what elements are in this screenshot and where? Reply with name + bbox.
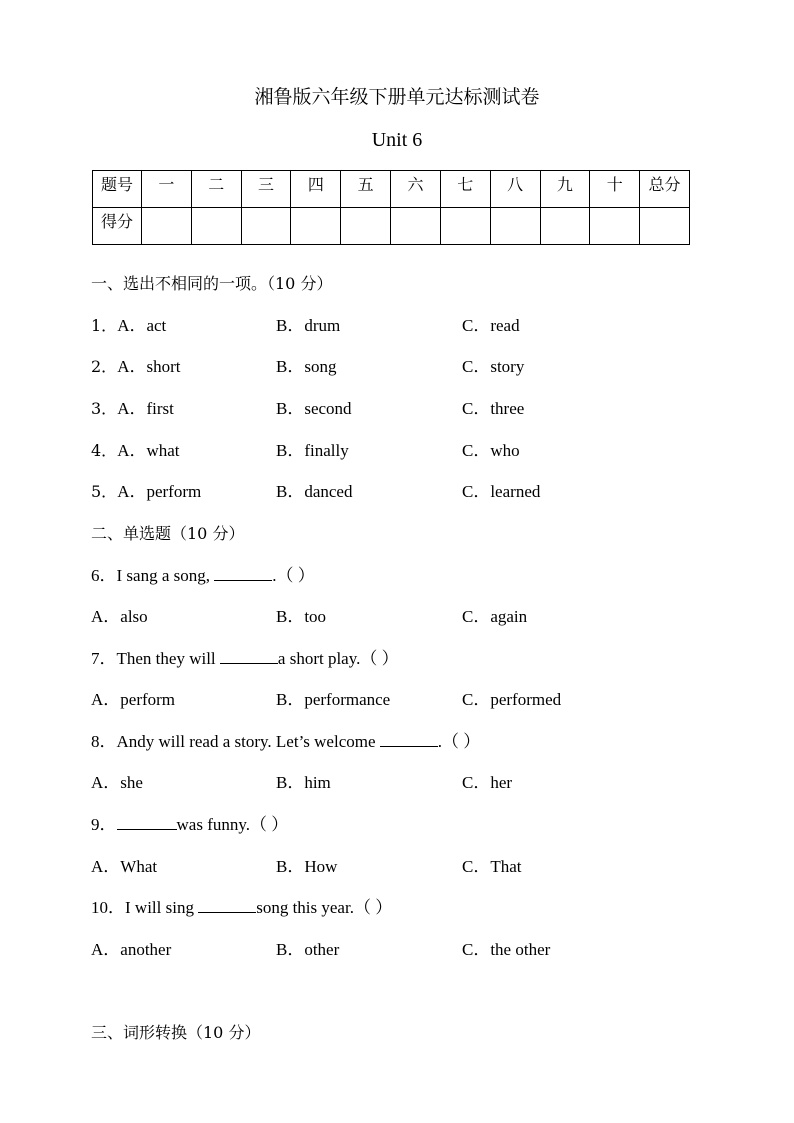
s2-q9-option-b	[276, 857, 337, 877]
s1-q4-number-option-a	[91, 441, 180, 461]
option-c: C．learned	[462, 482, 541, 501]
score-input-cell[interactable]	[241, 208, 291, 245]
s2-q7-option-b	[276, 690, 390, 710]
unit-subtitle: Unit 6	[371, 129, 423, 151]
option-a: A．what	[117, 441, 180, 460]
s2-q8-option-a	[91, 773, 143, 793]
s2-q6-option-b	[276, 607, 326, 627]
score-row-label: 得分	[93, 208, 142, 245]
s1-q4-option-c	[462, 441, 520, 461]
s2-q10-option-c	[462, 940, 550, 960]
option-c: C．three	[462, 399, 525, 418]
score-input-cell[interactable]	[391, 208, 441, 245]
score-input-cell[interactable]	[590, 208, 640, 245]
s1-q5-option-b	[276, 482, 352, 502]
s2-q6-option-c	[462, 607, 527, 627]
answer-blank[interactable]	[117, 815, 177, 830]
score-cell-q3: 三	[241, 171, 291, 208]
option-c: C．story	[462, 357, 525, 376]
option-a: A．act	[117, 316, 167, 335]
score-input-cell[interactable]	[341, 208, 391, 245]
score-input-cell[interactable]	[191, 208, 241, 245]
option-a: A．What	[91, 857, 158, 876]
stem-text: a short play.（ ）	[277, 649, 399, 668]
option-b: B．other	[276, 940, 340, 959]
s1-q4-option-b	[276, 441, 349, 461]
option-c: C．again	[462, 607, 528, 626]
section1-heading: 一、选出不相同的一项。（10 分）	[91, 274, 333, 293]
score-table	[92, 170, 690, 245]
option-a: A．short	[117, 357, 181, 376]
s2-q10-stem	[91, 898, 392, 918]
stem-text: 9．	[91, 815, 117, 834]
option-a: A．perform	[91, 690, 176, 709]
s1-q5-option-c	[462, 482, 540, 502]
score-cell-q9: 九	[540, 171, 590, 208]
score-cell-q1: 一	[142, 171, 192, 208]
s2-q6-stem	[91, 566, 315, 586]
s2-q7-option-a	[91, 690, 175, 710]
option-a: A．perform	[117, 482, 202, 501]
score-table-score-row	[93, 208, 690, 245]
question-number: 1．	[91, 316, 118, 335]
option-b: B．How	[276, 857, 338, 876]
score-cell-q8: 八	[490, 171, 540, 208]
option-a: A．first	[117, 399, 174, 418]
stem-text: 8．Andy will read a story. Let’s welcome	[91, 732, 380, 751]
option-b: B．too	[276, 607, 327, 626]
score-cell-q10: 十	[590, 171, 640, 208]
answer-blank[interactable]	[214, 566, 272, 581]
option-b: B．danced	[276, 482, 353, 501]
stem-text: 10．I will sing	[91, 898, 199, 917]
s1-q3-option-c	[462, 399, 524, 419]
s1-q2-number-option-a	[91, 357, 180, 377]
section2-heading: 二、单选题（10 分）	[91, 524, 245, 543]
score-input-cell[interactable]	[440, 208, 490, 245]
question-number: 2．	[91, 357, 118, 376]
s1-q3-option-b	[276, 399, 352, 419]
s2-q10-option-b	[276, 940, 339, 960]
s2-q8-stem	[91, 732, 480, 752]
stem-text: 7．Then they will	[91, 649, 220, 668]
score-cell-label: 题号	[93, 171, 142, 208]
answer-blank[interactable]	[380, 732, 438, 747]
score-input-cell[interactable]	[291, 208, 341, 245]
option-b: B．performance	[276, 690, 391, 709]
option-c: C．who	[462, 441, 520, 460]
s2-q10-option-a	[91, 940, 171, 960]
s1-q2-option-b	[276, 357, 336, 377]
s2-q6-option-a	[91, 607, 148, 627]
option-c: C．the other	[462, 940, 551, 959]
exam-title: 湘鲁版六年级下册单元达标测试卷	[254, 86, 540, 108]
s1-q1-number-option-a	[91, 316, 166, 336]
option-b: B．him	[276, 773, 331, 792]
score-table-header-row	[93, 171, 690, 208]
question-number: 3．	[91, 399, 118, 418]
stem-text: .（ ）	[437, 732, 481, 751]
option-b: B．finally	[276, 441, 349, 460]
question-number: 5．	[91, 482, 118, 501]
option-a: A．she	[91, 773, 143, 792]
s2-q8-option-c	[462, 773, 512, 793]
option-b: B．song	[276, 357, 337, 376]
score-cell-q5: 五	[341, 171, 391, 208]
option-c: C．performed	[462, 690, 562, 709]
s1-q3-number-option-a	[91, 399, 174, 419]
option-c: C．That	[462, 857, 522, 876]
score-cell-q6: 六	[391, 171, 441, 208]
option-c: C．read	[462, 316, 520, 335]
score-input-cell[interactable]	[540, 208, 590, 245]
score-input-cell[interactable]	[142, 208, 192, 245]
stem-text: .（ ）	[272, 566, 315, 585]
s2-q9-option-a	[91, 857, 157, 877]
score-cell-q4: 四	[291, 171, 341, 208]
answer-blank[interactable]	[198, 898, 256, 913]
score-input-cell[interactable]	[640, 208, 690, 245]
s1-q1-option-b	[276, 316, 340, 336]
score-cell-total: 总分	[640, 171, 690, 208]
score-input-cell[interactable]	[490, 208, 540, 245]
s2-q8-option-b	[276, 773, 331, 793]
answer-blank[interactable]	[220, 649, 278, 664]
score-cell-q2: 二	[191, 171, 241, 208]
stem-text: 6．I sang a song,	[91, 566, 215, 585]
s2-q7-option-c	[462, 690, 561, 710]
score-cell-q7: 七	[440, 171, 490, 208]
s1-q5-number-option-a	[91, 482, 201, 502]
stem-text: song this year.（ ）	[256, 898, 393, 917]
section3-heading: 三、词形转换（10 分）	[91, 1023, 261, 1042]
stem-text: was funny.（ ）	[176, 815, 289, 834]
option-a: A．another	[91, 940, 172, 959]
option-a: A．also	[91, 607, 148, 626]
option-b: B．second	[276, 399, 352, 418]
question-number: 4．	[91, 441, 118, 460]
s2-q7-stem	[91, 649, 399, 669]
option-b: B．drum	[276, 316, 341, 335]
s2-q9-stem	[91, 815, 288, 835]
s1-q2-option-c	[462, 357, 524, 377]
s1-q1-option-c	[462, 316, 520, 336]
option-c: C．her	[462, 773, 513, 792]
s2-q9-option-c	[462, 857, 522, 877]
